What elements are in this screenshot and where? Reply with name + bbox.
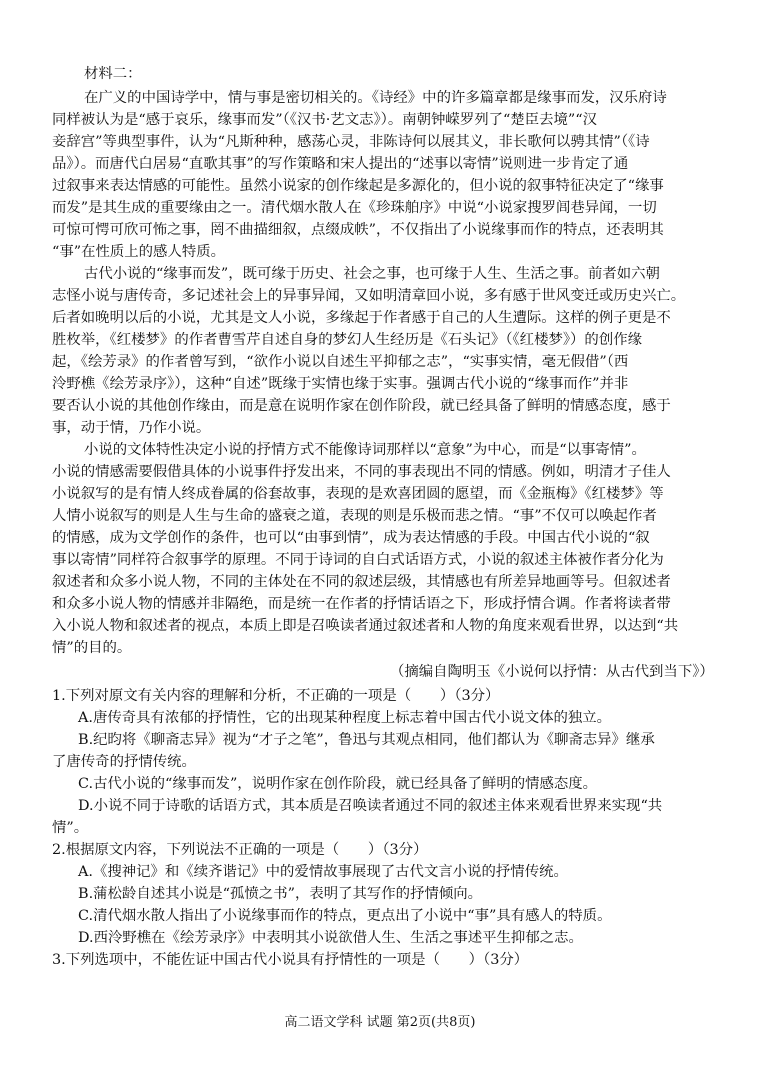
text-line: 品》）。而唐代白居易“直歌其事”的写作策略和宋人提出的“述事以寄情”说则进一步肯定了通 [52,156,629,172]
text-line: 小说的情感需要假借具体的小说事件抒发出来，不同的事表现出不同的情感。例如，明清才子佳人 [52,464,671,480]
option-a: A.《搜神记》和《续齐谐记》中的爱情故事展现了古代文言小说的抒情传统。 [78,864,568,880]
text-line: 人情小说叙写的则是人生与生命的盛衰之道，表现的则是乐极而悲之情。“事”不仅可以唤起作者 [52,508,657,524]
text-line: 起，《绘芳录》的作者曾写到，“欲作小说以自述生平抑郁之志”，“实事实情，毫无假借”（西 [52,354,629,370]
option-b: B.纪昀将《聊斋志异》视为“才子之笔”，鲁迅与其观点相同，他们都认为《聊斋志异》继承 [78,732,655,748]
text-line: “事”在性质上的感人特质。 [52,244,226,260]
text-line: 和众多小说人物的情感并非隔绝，而是统一在作者的抒情话语之下，形成抒情合调。作者将读者带 [52,596,671,612]
question-3: 3.下列选项中，不能佐证中国古代小说具有抒情性的一项是（ ）（3分） [52,952,529,968]
text-line: 的情感，成为文学创作的条件，也可以“由事到情”，成为表达情感的手段。中国古代小说的“叙 [52,530,650,546]
source-citation: （摘编自陶明玉《小说何以抒情：从古代到当下》） [390,664,714,680]
option-a: A.唐传奇具有浓郁的抒情性，它的出现某种程度上标志着中国古代小说文体的独立。 [78,710,612,726]
text-line: 要否认小说的其他创作缘由，而是意在说明作家在创作阶段，就已经具备了鲜明的情感态度，感于 [52,398,671,414]
option-b: B.蒲松龄自述其小说是“孤愤之书”，表明了其写作的抒情倾向。 [78,886,483,902]
option-b-cont: 了唐传奇的抒情传统。 [52,754,196,770]
text-line: 入小说人物和叙述者的视点，本质上即是召唤读者通过叙述者和人物的角度来观看世界，以达到“共 [52,618,679,634]
text-line: 情”的目的。 [52,640,132,656]
option-c: C.清代烟水散人指出了小说缘事而作的特点，更点出了小说中“事”具有感人的特质。 [78,908,612,924]
option-d: D.小说不同于诗歌的话语方式，其本质是召唤读者通过不同的叙述主体来观看世界来实现“共 [78,798,663,814]
text-line: 小说叙写的是有情人终成眷属的俗套故事，表现的是欢喜团圆的愿望，而《金瓶梅》《红楼梦》等 [52,486,664,502]
text-line: 过叙事来表达情感的可能性。虽然小说家的创作缘起是多源化的，但小说的叙事特征决定了“缘事 [52,178,664,194]
text-line: 志怪小说与唐传奇，多记述社会上的异事异闻，又如明清章回小说，多有感于世风变迁或历史兴亡。 [52,288,686,304]
question-2: 2.根据原文内容，下列说法不正确的一项是（ ）（3分） [52,842,428,858]
option-d: D.西泠野樵在《绘芳录序》中表明其小说欲借人生、生活之事述平生抑郁之志。 [78,930,583,946]
option-d-cont: 情”。 [52,820,89,836]
text-line: 古代小说的“缘事而发”，既可缘于历史、社会之事，也可缘于人生、生活之事。前者如六朝 [84,266,660,282]
text-line: 胜枚举，《红楼梦》的作者曹雪芹自述自身的梦幻人生经历是《石头记》（《红楼梦》）的创作缘 [52,332,643,348]
text-line: 泠野樵《绘芳录序》），这种“自述”既缘于实情也缘于实事。强调古代小说的“缘事而作”并非 [52,376,629,392]
section-heading: 材料二： [84,66,142,82]
text-line: 在广义的中国诗学中，情与事是密切相关的。《诗经》中的许多篇章都是缘事而发，汉乐府诗 [84,90,667,106]
question-1: 1.下列对原文有关内容的理解和分析，不正确的一项是（ ）（3分） [52,688,500,704]
text-line: 事以寄情”同样符合叙事学的原理。不同于诗词的自白式话语方式，小说的叙述主体被作者分化为 [52,552,664,568]
text-line: 妾辞宫”等典型事件，认为“凡斯种种，感荡心灵，非陈诗何以展其义，非长歌何以骋其情”（《诗 [52,134,650,150]
option-c: C.古代小说的“缘事而发”，说明作家在创作阶段，就已经具备了鲜明的情感态度。 [78,776,598,792]
text-line: 同样被认为是“感于哀乐，缘事而发”（《汉书·艺文志》）。南朝钟嵘罗列了“楚臣去境”“汉 [52,112,598,128]
text-line: 后者如晚明以后的小说，尤其是文人小说，多缘起于作者感于自己的人生遭际。这样的例子更是不 [52,310,671,326]
text-line: 而发”是其生成的重要缘由之一。清代烟水散人在《珍珠舶序》中说“小说家搜罗闾巷异闻，一切 [52,200,657,216]
text-line: 小说的文体特性决定小说的抒情方式不能像诗词那样以“意象”为中心，而是“以事寄情”。 [84,442,646,458]
text-line: 可惊可愕可欣可怖之事，罔不曲描细叙，点缀成帙”，不仅指出了小说缘事而作的特点，还表明其 [52,222,664,238]
text-line: 事，动于情，乃作小说。 [52,420,211,436]
text-line: 叙述者和众多小说人物，不同的主体处在不同的叙述层级，其情感也有所差异地画等号。但叙述者 [52,574,671,590]
page-footer: 高二语文学科 试题 第2页(共8页) [284,1015,476,1030]
